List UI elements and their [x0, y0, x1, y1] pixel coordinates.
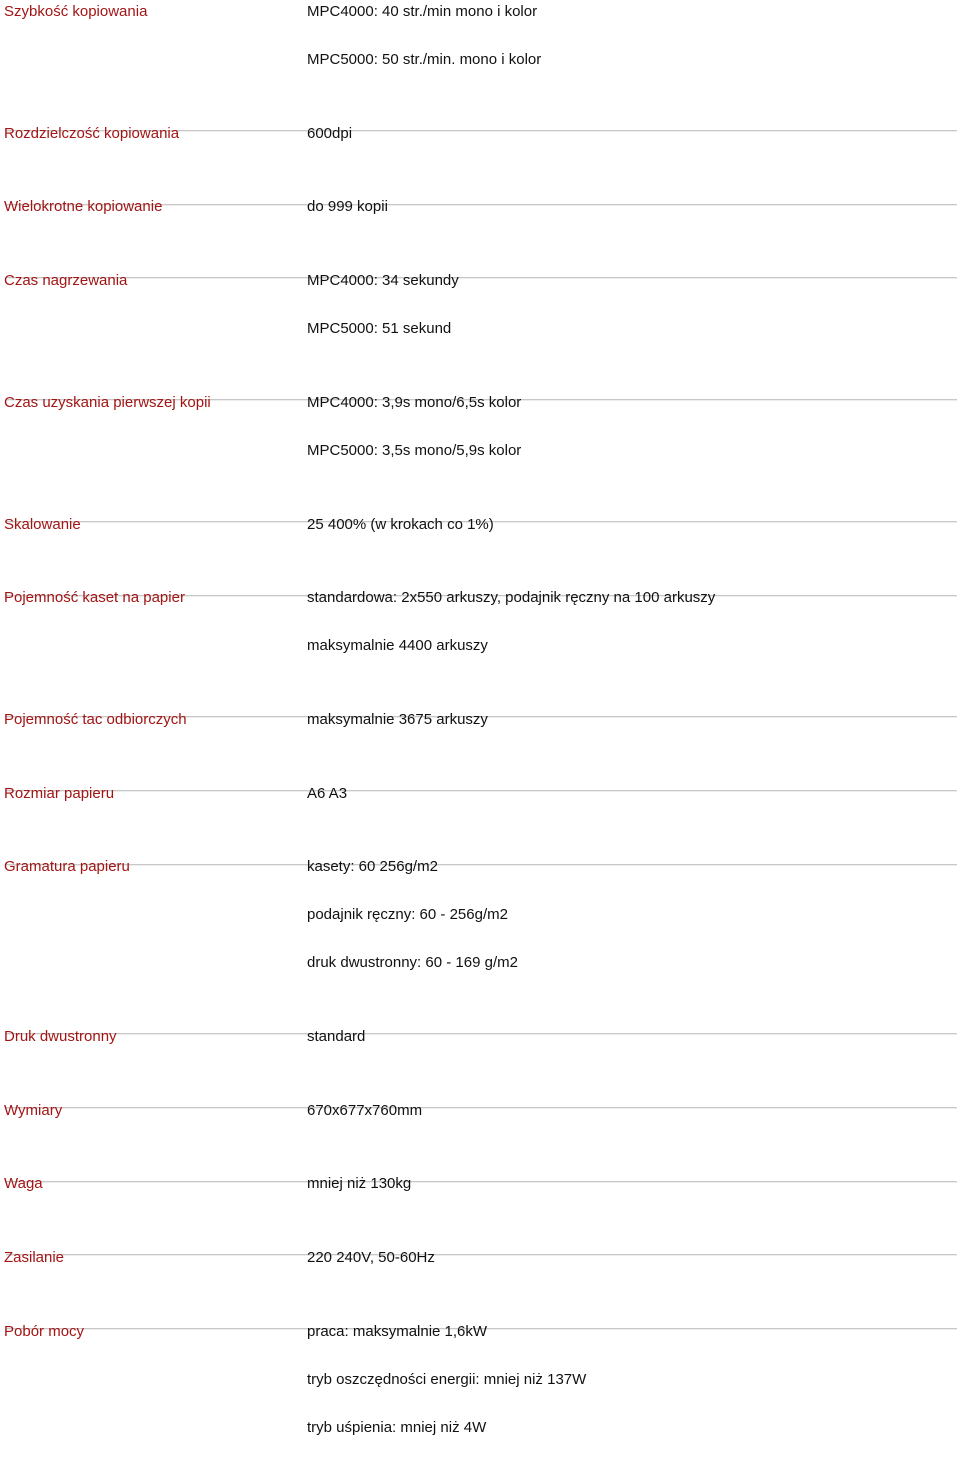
spec-value: MPC5000: 3,5s mono/5,9s kolor	[307, 441, 522, 459]
spec-values	[307, 708, 488, 756]
spec-values	[307, 1246, 435, 1294]
spec-value: A6 A3	[307, 784, 348, 802]
spec-value: MPC5000: 51 sekund	[307, 320, 452, 338]
row-divider	[6, 1254, 957, 1256]
spec-values	[307, 513, 494, 561]
spec-label: Wymiary	[4, 1101, 63, 1119]
spec-label: Druk dwustronny	[4, 1028, 117, 1045]
row-divider	[6, 1181, 957, 1183]
row-divider	[6, 1033, 957, 1035]
spec-values	[307, 586, 715, 682]
spec-label: Waga	[4, 1175, 43, 1193]
spec-value: do 999 kopii	[307, 198, 388, 216]
spec-value: maksymalnie 3675 arkuszy	[307, 710, 488, 728]
spec-value: druk dwustronny: 60 - 169 g/m2	[307, 954, 518, 972]
spec-value: MPC4000: 3,9s mono/6,5s kolor	[307, 393, 522, 411]
spec-value: 600dpi	[307, 124, 353, 142]
spec-label: Skalowanie	[4, 515, 81, 533]
spec-label: Zasilanie	[4, 1249, 65, 1267]
spec-value: 25 400% (w krokach co 1%)	[307, 515, 494, 533]
row-divider	[6, 277, 957, 279]
spec-label: Rozmiar papieru	[4, 784, 115, 802]
row-divider	[6, 790, 957, 792]
spec-label: Rozdzielczość kopiowania	[4, 124, 180, 142]
spec-value: maksymalnie 4400 arkuszy	[307, 637, 488, 655]
spec-value: praca: maksymalnie 1,6kW	[307, 1322, 488, 1340]
spec-values	[307, 1099, 422, 1147]
spec-values	[307, 269, 459, 365]
spec-value: MPC5000: 50 str./min. mono i kolor	[307, 51, 542, 68]
spec-values	[307, 1025, 365, 1073]
spec-values	[307, 1320, 586, 1464]
spec-value: tryb oszczędności energii: mniej niż 137W	[307, 1370, 587, 1388]
spec-values	[307, 122, 352, 170]
spec-value: 220 240V, 50-60Hz	[307, 1249, 435, 1267]
spec-label: Pojemność kaset na papier	[4, 589, 185, 607]
spec-value: 670x677x760mm	[307, 1101, 423, 1119]
spec-values	[307, 195, 388, 243]
spec-label: Czas uzyskania pierwszej kopii	[4, 393, 211, 411]
spec-value: standard	[307, 1028, 366, 1045]
spec-values	[307, 782, 347, 830]
spec-label: Pojemność tac odbiorczych	[4, 710, 187, 728]
spec-label: Pobór mocy	[4, 1322, 85, 1340]
spec-value: podajnik ręczny: 60 - 256g/m2	[307, 906, 508, 924]
spec-value: MPC4000: 34 sekundy	[307, 272, 459, 290]
row-divider	[6, 1107, 957, 1109]
spec-label: Szybkość kopiowania	[4, 3, 148, 20]
spec-value: MPC4000: 40 str./min mono i kolor	[307, 3, 538, 20]
spec-value: kasety: 60 256g/m2	[307, 858, 438, 876]
spec-values	[307, 855, 518, 999]
spec-value: mniej niż 130kg	[307, 1175, 412, 1193]
spec-values	[307, 0, 541, 96]
spec-label: Wielokrotne kopiowanie	[4, 198, 163, 216]
spec-label: Czas nagrzewania	[4, 272, 128, 290]
spec-value: standardowa: 2x550 arkuszy, podajnik ręczny na 100 arkuszy	[307, 589, 716, 607]
spec-value: tryb uśpienia: mniej niż 4W	[307, 1418, 487, 1436]
spec-label: Gramatura papieru	[4, 858, 130, 876]
spec-values	[307, 1172, 411, 1220]
spec-values	[307, 391, 521, 487]
